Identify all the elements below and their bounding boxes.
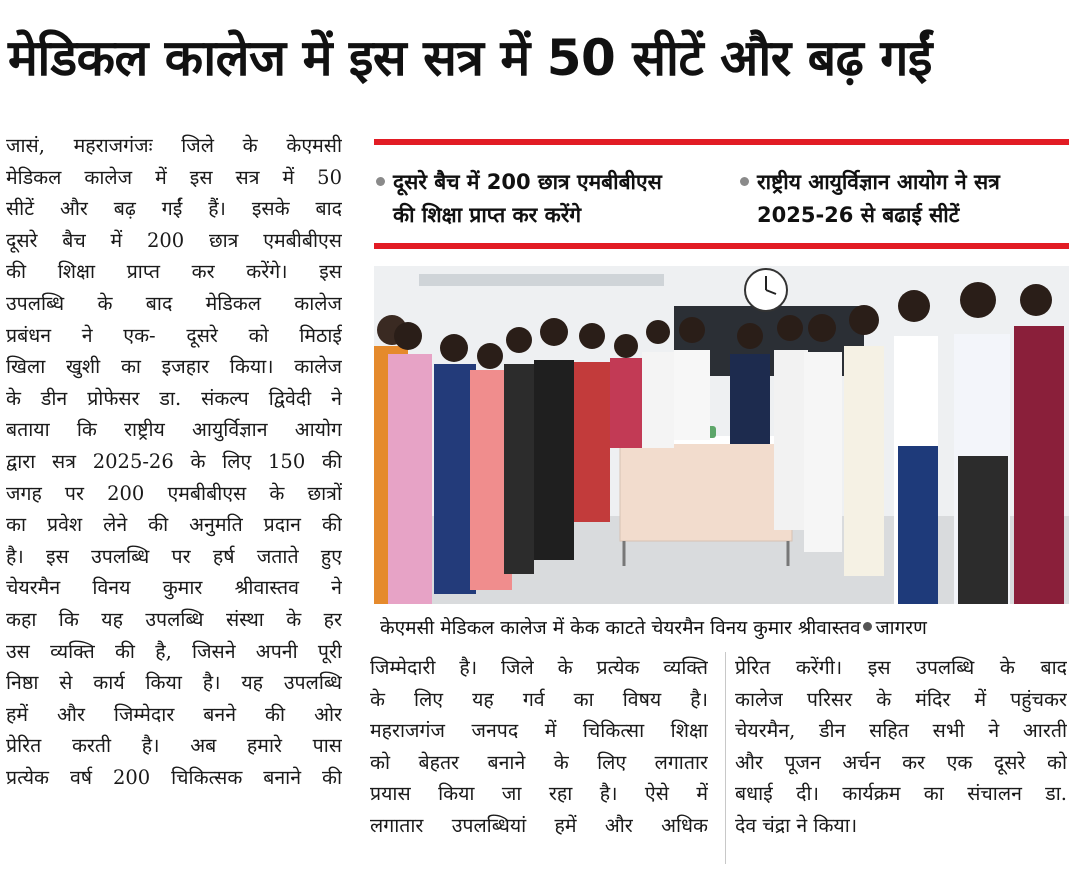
body-line: उपलब्धि के बाद मेडिकल कालेज: [6, 291, 342, 315]
body-line: मेडिकल कालेज में इस सत्र में 50: [6, 165, 342, 189]
body-line: हमें और जिम्मेदार बनने की ओर: [6, 702, 342, 726]
bullet-icon: [376, 177, 385, 186]
body-line: को बेहतर बनाने के लिए लगातार: [370, 750, 708, 774]
body-line: के लिए यह गर्व का विषय है।: [370, 687, 708, 711]
column-divider: [725, 652, 726, 864]
highlight-1-line-2: की शिक्षा प्राप्त कर करेंगे: [393, 203, 582, 227]
body-column-1: [6, 130, 342, 793]
body-column-2: [370, 652, 708, 842]
photo-caption-text: केएमसी मेडिकल कालेज में केक काटते चेयरमैन विनय कुमार श्रीवास्तव: [380, 617, 861, 639]
body-line: लगातार उपलब्धियां हमें और अधिक: [370, 813, 708, 837]
body-line: प्रयास किया जा रहा है। ऐसे में: [370, 782, 708, 806]
body-line: प्रेरित करेंगी। इस उपलब्धि के बाद: [735, 656, 1067, 679]
body-line: उस व्यक्ति की है, जिसने अपनी पूरी: [6, 639, 342, 663]
headline: मेडिकल कालेज में इस सत्र में 50 सीटें और बढ़ गईं: [8, 29, 932, 87]
body-line: चेयरमैन विनय कुमार श्रीवास्तव ने: [6, 576, 342, 600]
body-line: महराजगंज जनपद में चिकित्सा शिक्षा: [370, 719, 708, 743]
photo-caption: [380, 613, 927, 643]
highlight-2: [740, 166, 1000, 232]
body-line: सीटें और बढ़ गईं हैं। इसके बाद: [6, 197, 342, 221]
body-line: का प्रवेश लेने की अनुमति प्रदान की: [6, 513, 342, 537]
body-line: कालेज परिसर के मंदिर में पहुंचकर: [735, 687, 1067, 711]
body-line: निष्ठा से कार्य किया है। यह उपलब्धि: [6, 671, 342, 695]
body-line: बताया कि राष्ट्रीय आयुर्विज्ञान आयोग: [6, 418, 342, 442]
highlight-rule-bottom: [374, 243, 1069, 249]
highlight-2-line-1: राष्ट्रीय आयुर्विज्ञान आयोग ने सत्र: [757, 170, 1000, 194]
body-line: कहा कि यह उपलब्धि संस्था के हर: [6, 607, 342, 631]
news-photo: [374, 266, 1069, 604]
bullet-icon: [863, 622, 872, 631]
highlight-2-line-2: 2025-26 से बढाई सीटें: [757, 203, 960, 227]
photo-credit: जागरण: [875, 617, 927, 639]
body-line: की शिक्षा प्राप्त कर करेंगे। इस: [6, 260, 342, 284]
body-line: जगह पर 200 एमबीबीएस के छात्रों: [6, 481, 342, 505]
body-line: प्रबंधन ने एक- दूसरे को मिठाई: [6, 323, 342, 347]
highlight-1-line-1: दूसरे बैच में 200 छात्र एमबीबीएस: [393, 170, 662, 194]
body-line: खिला खुशी का इजहार किया। कालेज: [6, 355, 342, 379]
body-line: द्वारा सत्र 2025-26 के लिए 150 की: [6, 449, 342, 473]
body-line: के डीन प्रोफेसर डा. संकल्प द्विवेदी ने: [6, 386, 342, 410]
body-line: देव चंद्रा ने किया।: [735, 813, 858, 837]
body-line: चेयरमैन, डीन सहित सभी ने आरती: [735, 719, 1067, 743]
photo-illustration: [374, 266, 1069, 604]
body-line: प्रेरित करती है। अब हमारे पास: [6, 734, 342, 758]
body-line: जिम्मेदारी है। जिले के प्रत्येक व्यक्ति: [370, 656, 708, 679]
body-line: दूसरे बैच में 200 छात्र एमबीबीएस: [6, 228, 342, 252]
body-line: जासं, महराजगंजः जिले के केएमसी: [6, 134, 342, 157]
body-line: प्रत्येक वर्ष 200 चिकित्सक बनाने की: [6, 765, 342, 789]
highlight-1: [376, 166, 662, 232]
body-column-3: [735, 652, 1067, 842]
wall-clock-icon: [745, 269, 787, 311]
body-line: है। इस उपलब्धि पर हर्ष जताते हुए: [6, 544, 342, 568]
highlight-rule-top: [374, 139, 1069, 145]
bullet-icon: [740, 177, 749, 186]
body-line: बधाई दी। कार्यक्रम का संचालन डा.: [735, 782, 1067, 806]
body-line: और पूजन अर्चन कर एक दूसरे को: [735, 750, 1067, 774]
